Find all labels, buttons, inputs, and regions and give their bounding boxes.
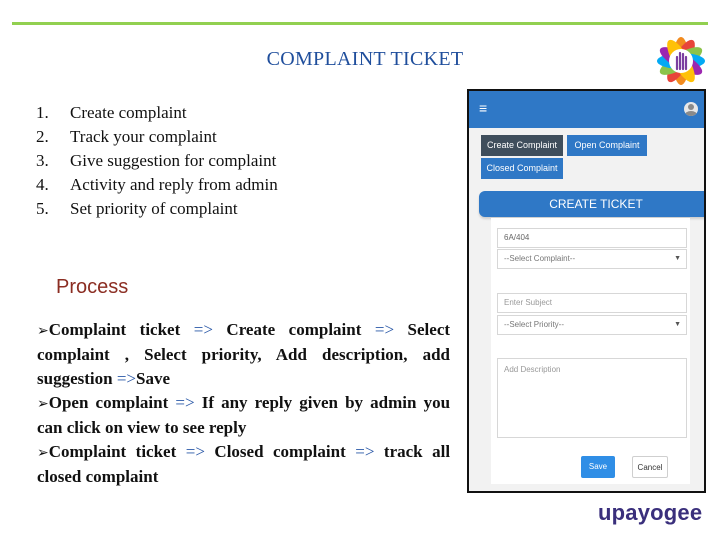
feature-item: 2. Track your complaint [36,127,217,146]
app-header [469,91,704,128]
feature-item: 3. Give suggestion for complaint [36,151,277,170]
process-heading: Process [56,276,129,298]
process-description [37,318,450,489]
arrow-bullet-icon: ➢ [37,323,49,339]
feature-item: 5. Set priority of complaint [36,199,238,218]
description-textarea[interactable]: Add Description [497,358,687,438]
process-step-open: ➢Open complaint => If any reply given by admin you can click on view to see reply [37,393,451,437]
ticket-form [491,218,690,484]
process-step-closed: ➢Complaint ticket => Closed complaint => track all closed complaint [37,442,451,486]
subject-input[interactable]: Enter Subject [497,293,687,313]
slide-title: COMPLAINT TICKET [266,48,464,70]
flower-logo [646,28,716,94]
create-ticket-banner: CREATE TICKET [479,191,706,217]
brand-logo: upayogee [598,500,703,525]
feature-item: 4. Activity and reply from admin [36,175,278,194]
hamburger-icon[interactable]: ≡ [479,100,488,116]
top-divider [12,22,708,25]
arrow-bullet-icon: ➢ [37,445,49,461]
cancel-button[interactable]: Cancel [632,456,668,478]
feature-list [36,101,278,221]
save-button[interactable]: Save [581,456,615,478]
priority-select[interactable]: --Select Priority-- ▼ [497,315,687,335]
tab-closed-complaint[interactable]: Closed Complaint [481,158,563,179]
app-screenshot [467,89,706,493]
complaint-select[interactable]: --Select Complaint-- ▼ [497,249,687,269]
user-avatar-icon[interactable] [684,102,698,116]
dropdown-caret-icon: ▼ [674,321,681,328]
tab-create-complaint[interactable]: Create Complaint [481,135,563,156]
feature-item: 1. Create complaint [36,103,187,122]
unit-field[interactable]: 6A/404 [497,228,687,248]
tab-open-complaint[interactable]: Open Complaint [567,135,647,156]
arrow-bullet-icon: ➢ [37,396,49,412]
process-step-create: ➢Complaint ticket => Create complaint => Select complaint , Select priority, Add description, add suggestion =>Save [37,320,451,388]
dropdown-caret-icon: ▼ [674,255,681,262]
